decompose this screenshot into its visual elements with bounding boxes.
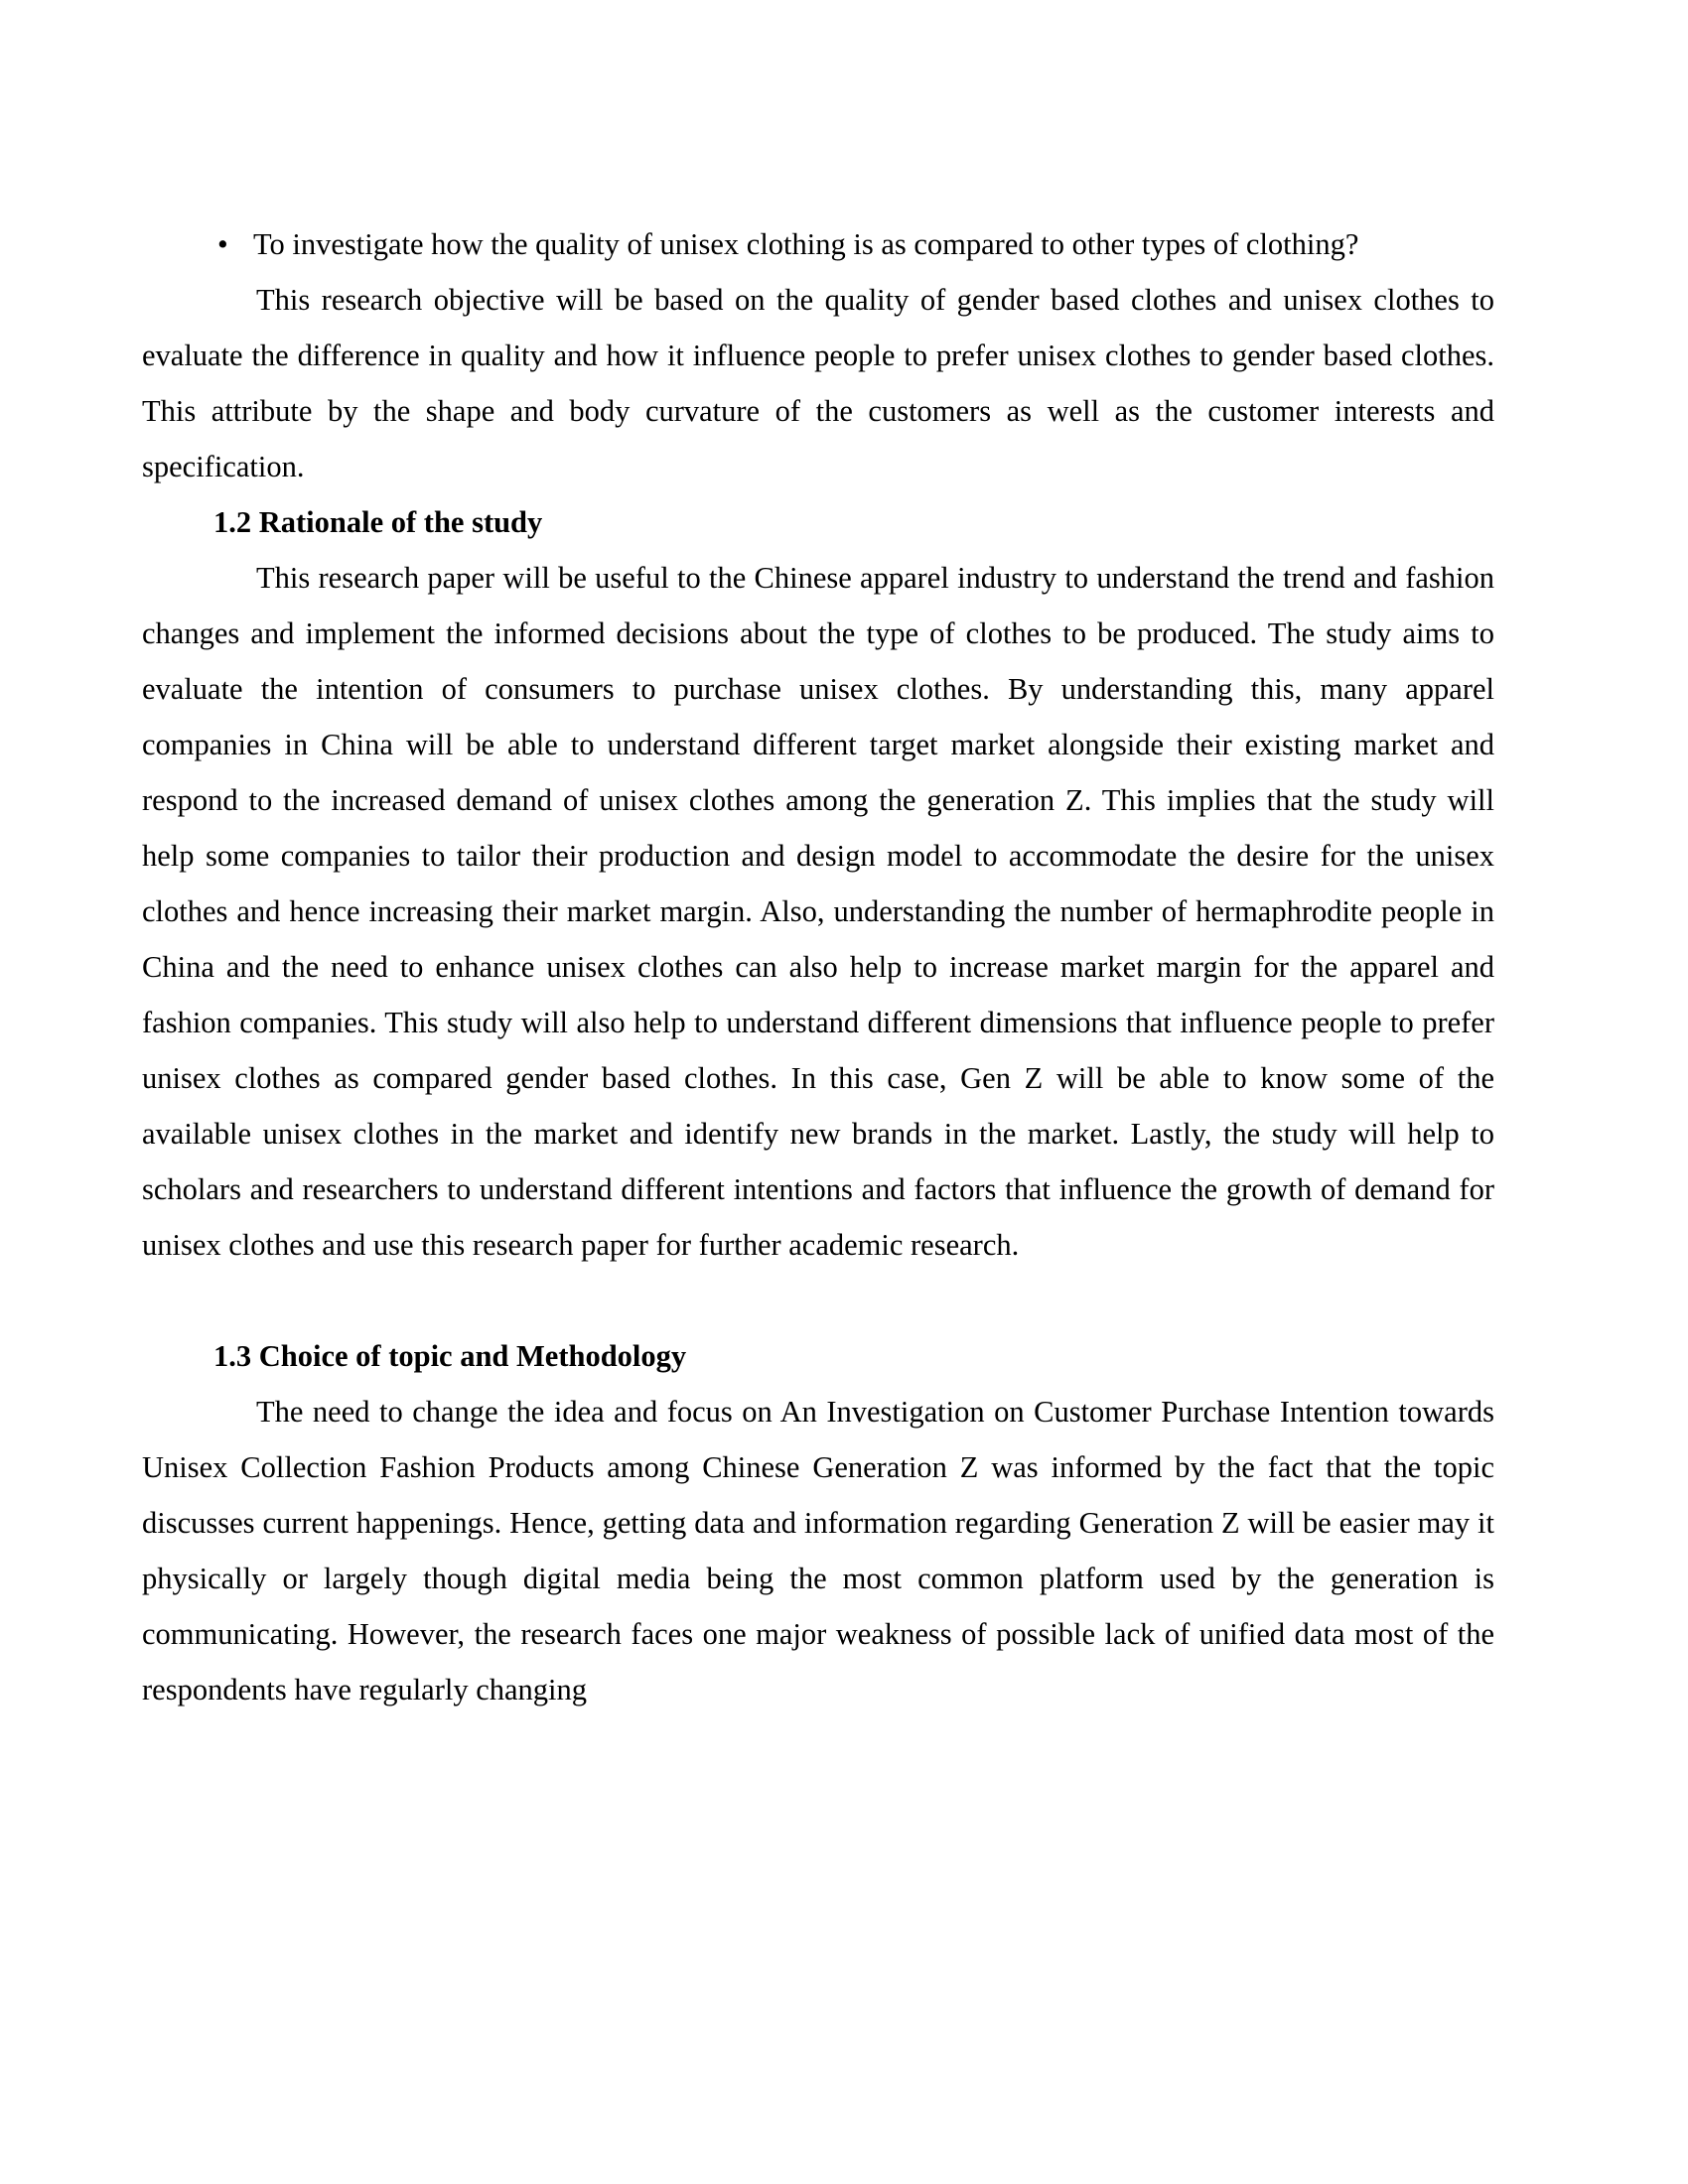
- section-heading-choice-of-topic: 1.3 Choice of topic and Methodology: [213, 1339, 687, 1373]
- list-item-text: To investigate how the quality of unisex clothing is as compared to other types of clothing?: [253, 227, 1359, 261]
- paragraph-research-objective: This research objective will be based on the quality of gender based clothes and unisex clothes to evaluate the difference in quality and how it influence people to prefer unisex clothes to gender based clothes. This attribute by the shape and body curvature of the customers as well as the customer interests and specification.: [142, 283, 1494, 483]
- paragraph-spacer: [142, 1273, 1494, 1328]
- list-item: [142, 216, 1494, 272]
- page-text-body: [142, 216, 1494, 1717]
- bullet-point-icon: •: [217, 227, 228, 261]
- paragraph-choice-of-topic: The need to change the idea and focus on An Investigation on Customer Purchase Intention towards Unisex Collection Fashion Products among Chinese Generation Z was informed by the fact that the topic discusses current happenings. Hence, getting data and information regarding Generation Z will be easier may it physically or largely though digital media being the most common platform used by the generation is communicating. However, the research faces one major weakness of possible lack of unified data most of the respondents have regularly changing: [142, 1395, 1494, 1706]
- section-heading-rationale: 1.2 Rationale of the study: [213, 505, 543, 539]
- paragraph-rationale: This research paper will be useful to the Chinese apparel industry to understand the trend and fashion changes and implement the informed decisions about the type of clothes to be produced. The study aims to evaluate the intention of consumers to purchase unisex clothes. By understanding this, many apparel companies in China will be able to understand different target market alongside their existing market and respond to the increased demand of unisex clothes among the generation Z. This implies that the study will help some companies to tailor their production and design model to accommodate the desire for the unisex clothes and hence increasing their market margin. Also, understanding the number of hermaphrodite people in China and the need to enhance unisex clothes can also help to increase market margin for the apparel and fashion companies. This study will also help to understand different dimensions that influence people to prefer unisex clothes as compared gender based clothes. In this case, Gen Z will be able to know some of the available unisex clothes in the market and identify new brands in the market. Lastly, the study will help to scholars and researchers to understand different intentions and factors that influence the growth of demand for unisex clothes and use this research paper for further academic research.: [142, 561, 1494, 1262]
